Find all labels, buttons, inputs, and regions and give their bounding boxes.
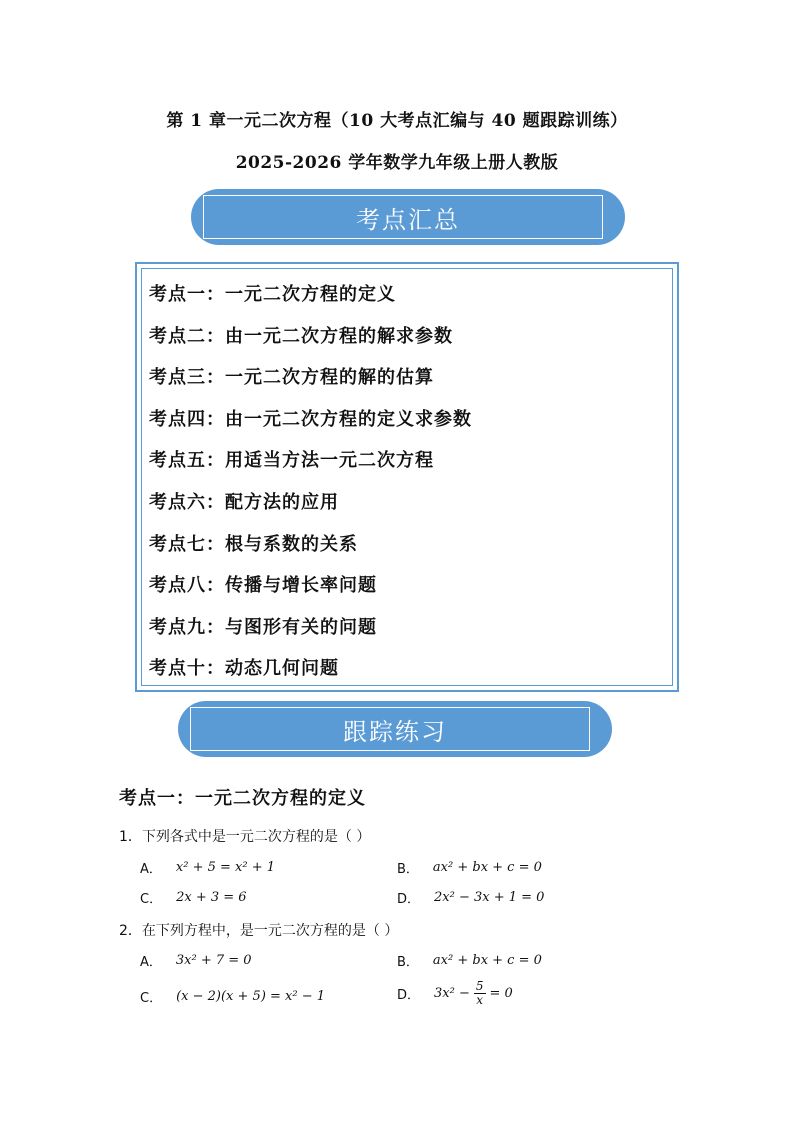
option-a <box>140 951 252 970</box>
practice-banner-label: 跟踪练习 <box>343 717 447 746</box>
option-letter: C． <box>140 991 163 1006</box>
question-stem: 1．下列各式中是一元二次方程的是（ ） <box>119 829 371 845</box>
option-expression: 3x² + 7 = 0 <box>175 953 252 968</box>
option-expression: 2x + 3 = 6 <box>176 890 247 905</box>
option-letter: A． <box>140 955 162 970</box>
option-expression: x² + 5 = x² + 1 <box>175 860 276 875</box>
fraction <box>474 980 486 1007</box>
option-a <box>140 858 275 877</box>
option-expression: ax² + bx + c = 0 <box>432 953 542 968</box>
option-expression-lead: 3x² − <box>434 986 470 1001</box>
fraction-denominator: x <box>476 993 484 1007</box>
summary-banner <box>191 189 625 245</box>
option-b <box>397 951 542 970</box>
option-d <box>397 980 513 1007</box>
topic-item: 考点五：用适当方法一元二次方程 <box>149 450 434 471</box>
option-letter: C． <box>140 892 163 907</box>
option-b <box>397 858 542 877</box>
section-heading: 考点一：一元二次方程的定义 <box>119 788 366 809</box>
topic-item: 考点十：动态几何问题 <box>149 658 339 679</box>
option-c <box>140 888 247 907</box>
fraction-numerator: 5 <box>475 979 484 993</box>
summary-banner-label: 考点汇总 <box>356 205 460 234</box>
option-expression-tail: = 0 <box>489 986 513 1001</box>
topic-item: 考点三：一元二次方程的解的估算 <box>149 367 434 388</box>
practice-banner <box>178 701 612 757</box>
option-expression: (x − 2)(x + 5) = x² − 1 <box>176 989 326 1004</box>
option-expression: 2x² − 3x + 1 = 0 <box>434 890 545 905</box>
topic-item: 考点二：由一元二次方程的解求参数 <box>149 326 453 347</box>
document-title: 第 1 章一元二次方程（10 大考点汇编与 40 题跟踪训练） <box>166 111 628 131</box>
option-expression: ax² + bx + c = 0 <box>432 860 542 875</box>
option-letter: B． <box>397 862 419 877</box>
topic-item: 考点六：配方法的应用 <box>149 492 339 513</box>
option-d <box>397 888 544 907</box>
topic-item: 考点八：传播与增长率问题 <box>149 575 377 596</box>
topic-item: 考点一：一元二次方程的定义 <box>149 284 396 305</box>
option-letter: D． <box>397 892 421 907</box>
option-letter: A． <box>140 862 162 877</box>
topic-item: 考点九：与图形有关的问题 <box>149 617 377 638</box>
topic-item: 考点四：由一元二次方程的定义求参数 <box>149 409 472 430</box>
topic-list-box <box>135 262 679 692</box>
document-subtitle: 2025-2026 学年数学九年级上册人教版 <box>235 153 559 173</box>
question-stem: 2．在下列方程中，是一元二次方程的是（ ） <box>119 923 399 939</box>
option-letter: D． <box>397 988 421 1003</box>
topic-item: 考点七：根与系数的关系 <box>149 534 358 555</box>
option-letter: B． <box>397 955 419 970</box>
option-c <box>140 987 325 1006</box>
